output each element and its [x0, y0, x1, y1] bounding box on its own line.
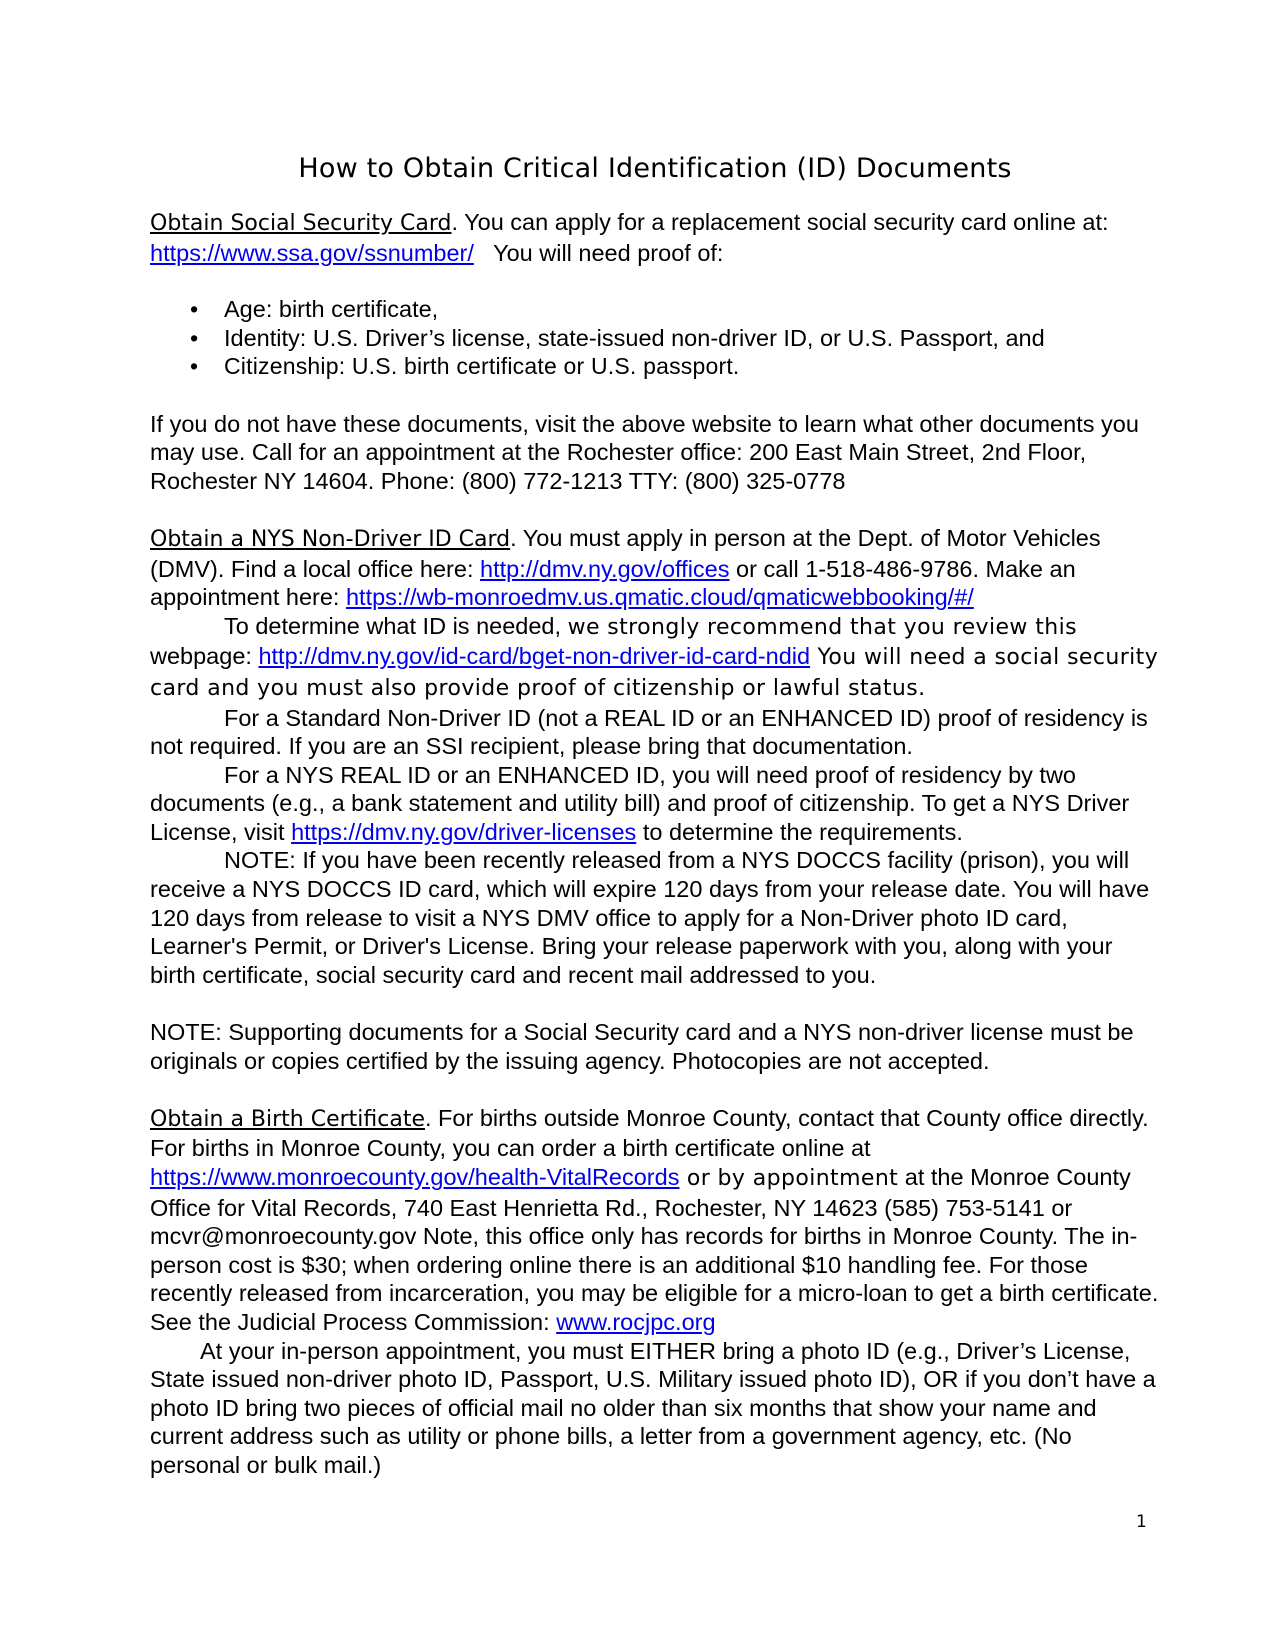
nys-text-1: . You must apply in person at the Dept. of Motor Vehicles (DMV). Find a local office here:: [150, 524, 1101, 582]
ndid-link[interactable]: http://dmv.ny.gov/id-card/bget-non-driver-id-card-ndid: [258, 643, 811, 670]
nys-p2-text-a: To determine what ID is needed,: [224, 612, 568, 639]
driver-licenses-link[interactable]: https://dmv.ny.gov/driver-licenses: [291, 818, 637, 845]
ss-proof-list: [150, 295, 1160, 381]
nys-p2-text-c: webpage:: [150, 643, 259, 670]
ss-intro: [150, 208, 1160, 267]
list-item: • Identity: U.S. Driver’s license, state-issued non-driver ID, or U.S. Passport, and: [224, 324, 1160, 353]
nys-p4-text-a: For a NYS REAL ID or an ENHANCED ID, you will need proof of residency by two documents (e.g., a bank statement and utility bill) and proof of citizenship. To get a NYS Driver License, visit: [150, 761, 1130, 845]
list-item: • Citizenship: U.S. birth certificate or U.S. passport.: [224, 352, 1160, 381]
nys-p4-text-b: to determine the requirements.: [636, 818, 963, 845]
dmv-offices-link[interactable]: http://dmv.ny.gov/offices: [480, 555, 730, 582]
birth-heading: Obtain a Birth Certificate: [150, 1106, 425, 1132]
dmv-booking-link[interactable]: https://wb-monroedmv.us.qmatic.cloud/qmaticwebbooking/#/: [345, 584, 974, 611]
page-title: How to Obtain Critical Identification (ID) Documents: [298, 153, 1012, 184]
vital-records-link[interactable]: https://www.monroecounty.gov/health-VitalRecords: [150, 1164, 680, 1190]
nys-text-2: or call 1-518-486-9786. Make an appointment here:: [150, 555, 1076, 611]
birth-paragraph-2: At your in-person appointment, you must EITHER bring a photo ID (e.g., Driver’s License, State issued non-driver photo ID, Passport, U.S. Military issued photo ID), OR if you don’t have a photo ID bring two pieces of official mail no older than six months that show your name and current address such as utility or phone bills, a letter from a government agency, etc. (No personal or bulk mail.): [150, 1337, 1156, 1478]
ssa-link[interactable]: https://www.ssa.gov/ssnumber/: [150, 239, 474, 266]
nys-paragraph-4: [150, 761, 1160, 847]
nys-paragraph-3: For a Standard Non-Driver ID (not a REAL ID or an ENHANCED ID) proof of residency is not required. If you are an SSI recipient, please bring that documentation.: [150, 704, 1148, 760]
rocjpc-link[interactable]: www.rocjpc.org: [556, 1308, 716, 1335]
nys-heading: Obtain a NYS Non-Driver ID Card: [150, 526, 511, 552]
document-body: [150, 152, 1160, 1480]
list-item: • Age: birth certificate,: [224, 295, 1160, 324]
nys-intro: [150, 524, 1160, 612]
nys-p2-text-b: we strongly recommend that you review this: [567, 614, 1077, 640]
ss-text-2: You will need proof of:: [473, 239, 724, 266]
ss-heading: Obtain Social Security Card: [150, 211, 452, 236]
ss-text-1: . You can apply for a replacement social security card online at:: [451, 209, 1109, 235]
birth-text-3: at the Monroe County Office for Vital Records, 740 East Henrietta Rd., Rochester, NY 14623 (585) 753-5141 or mcvr@monroecounty.gov Note, this office only has records for births in Monroe County. The in-person cost is $30; when ordering online there is an additional $10 handling fee. For those recently released from incarceration, you may be eligible for a micro-loan to get a birth certificate. See the Judicial Process Commission:: [150, 1164, 1159, 1335]
birth-text-1: . For births outside Monroe County, contact that County office directly. For births in Monroe County, you can order a birth certificate online at: [150, 1104, 1149, 1162]
nys-p2-text-d: You will need a social security card and you must also provide proof of citizenship or lawful status.: [150, 645, 1159, 701]
birth-intro: [150, 1104, 1160, 1337]
nys-paragraph-2: [150, 612, 1160, 704]
nys-paragraph-5: NOTE: If you have been recently released from a NYS DOCCS facility (prison), you will receive a NYS DOCCS ID card, which will expire 120 days from your release date. You will have 120 days from release to visit a NYS DMV office to apply for a Non-Driver photo ID card, Learner's Permit, or Driver's License. Bring your release paperwork with you, along with your birth certificate, social security card and recent mail addressed to you.: [150, 847, 1150, 988]
supporting-docs-note: NOTE: Supporting documents for a Social Security card and a NYS non-driver license must be originals or copies certified by the issuing agency. Photocopies are not accepted.: [150, 1019, 1134, 1074]
birth-text-2: or by appointment: [679, 1166, 899, 1191]
ss-paragraph: If you do not have these documents, visit the above website to learn what other documents you may use. Call for an appointment at the Rochester office: 200 East Main Street, 2nd Floor, Rochester NY 14604. Phone: (800) 772-1213 TTY: (800) 325-0778: [150, 410, 1139, 494]
page-number: 1: [1136, 1512, 1147, 1532]
